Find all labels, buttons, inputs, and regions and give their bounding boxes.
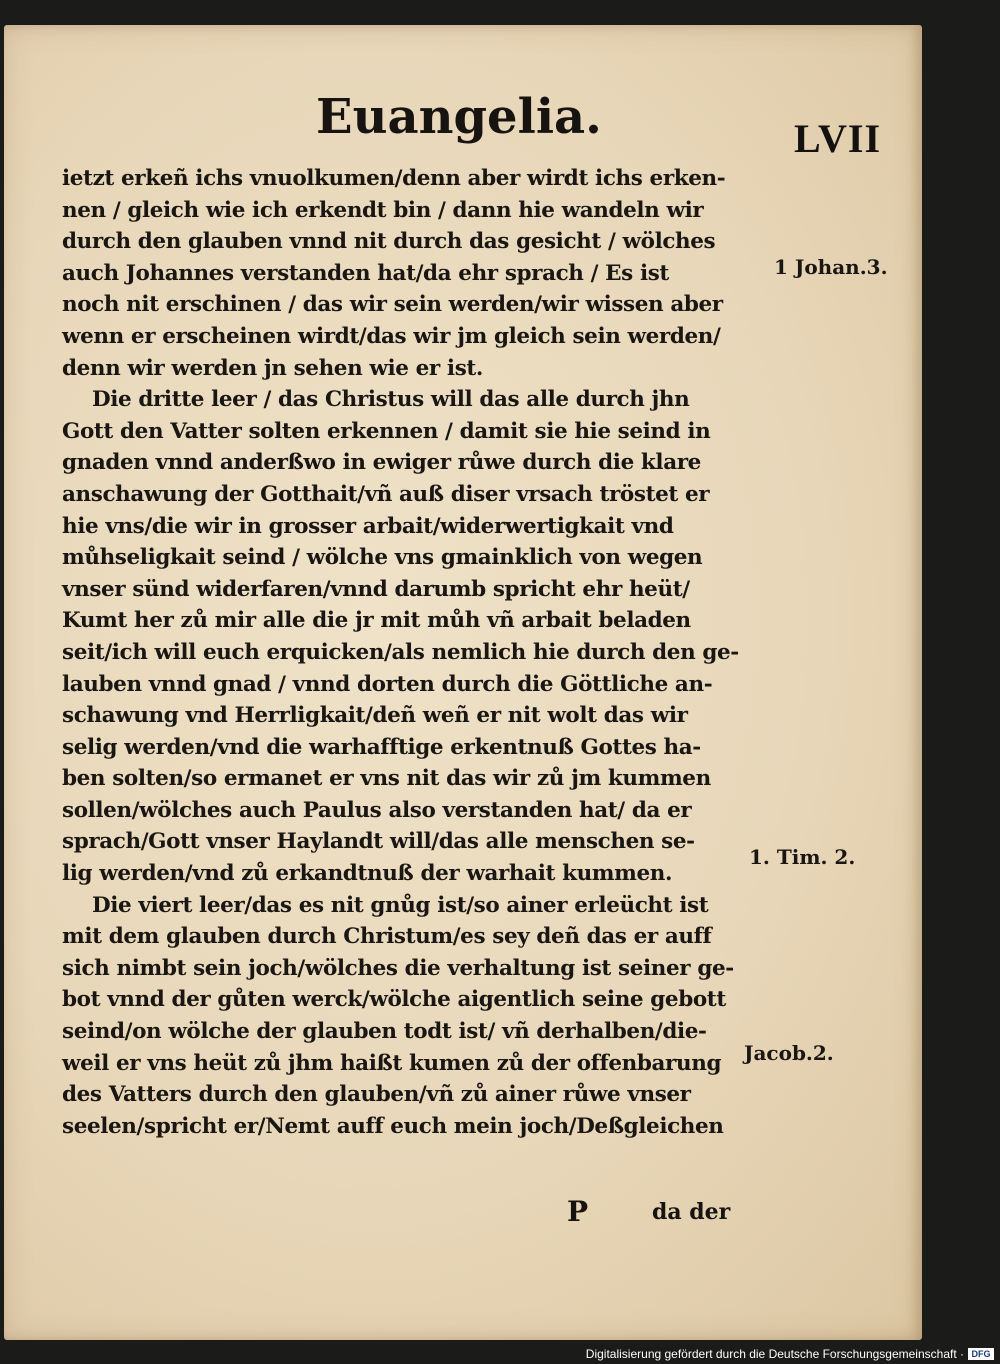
dfg-logo: DFG [968, 1348, 994, 1360]
text-line: Die dritte leer / das Christus will das alle durch jhn [92, 387, 690, 413]
paragraph-1 [62, 163, 774, 384]
text-line: weil er vns heüt zů jhm haißt kumen zů der offenbarung [62, 1050, 722, 1076]
margin-note-tim: 1. Tim. 2. [749, 845, 856, 869]
book-page [4, 25, 922, 1340]
text-line: wenn er erscheinen wirdt/das wir jm gleich sein werden/ [62, 323, 721, 349]
page-header [4, 25, 922, 161]
text-line: durch den glauben vnnd nit durch das gesicht / wölches [62, 229, 716, 255]
text-line: můhseligkait seind / wölche vns gmainklich von wegen [62, 545, 703, 571]
text-line: hie vns/die wir in grosser arbait/widerwertigkait vnd [62, 513, 674, 539]
text-line: sich nimbt sein joch/wölches die verhaltung ist seiner ge- [62, 955, 734, 981]
text-line: Die viert leer/das es nit gnůg ist/so ainer erleücht ist [92, 892, 709, 918]
funding-notice: Digitalisierung gefördert durch die Deutsche Forschungsgemeinschaft · [585, 1347, 964, 1361]
text-line: bot vnnd der gůten werck/wölche aigentlich seine gebott [62, 987, 726, 1013]
signature-mark: P [567, 1195, 589, 1228]
text-line: Kumt her zů mir alle die jr mit můh vñ arbait beladen [62, 608, 691, 634]
paragraph-3 [62, 890, 774, 1143]
text-line: Gott den Vatter solten erkennen / damit sie hie seind in [62, 418, 711, 444]
text-line: seind/on wölche der glauben todt ist/ vñ derhalben/die- [62, 1019, 707, 1045]
catchword: da der [652, 1199, 731, 1225]
text-line: sollen/wölches auch Paulus also verstanden hat/ da er [62, 797, 692, 823]
text-line: ben solten/so ermanet er vns nit das wir zů jm kummen [62, 766, 711, 792]
running-title: Euangelia. [316, 89, 602, 145]
text-line: ietzt erkeñ ichs vnuolkumen/denn aber wirdt ichs erken- [62, 166, 726, 191]
catchwords-line [62, 1195, 774, 1235]
text-line: noch nit erschinen / das wir sein werden/wir wissen aber [62, 292, 723, 318]
main-text-block [62, 163, 774, 1142]
text-line: gnaden vnnd anderßwo in ewiger růwe durch die klare [62, 450, 701, 476]
text-line: sprach/Gott vnser Haylandt will/das alle menschen se- [62, 829, 695, 855]
text-line: vnser sünd widerfaren/vnnd darumb spricht ehr heüt/ [62, 576, 690, 602]
text-line: seit/ich will euch erquicken/als nemlich hie durch den ge- [62, 639, 739, 665]
text-line: mit dem glauben durch Christum/es sey deñ das er auff [62, 924, 712, 950]
text-line: seelen/spricht er/Nemt auff euch mein joch/Deßgleichen [62, 1113, 724, 1139]
text-line: selig werden/vnd die warhafftige erkentnuß Gottes ha- [62, 734, 701, 760]
text-line: schawung vnd Herrligkait/deñ weñ er nit wolt das wir [62, 703, 688, 729]
text-line: des Vatters durch den glauben/vñ zů ainer růwe vnser [62, 1082, 691, 1108]
folio-number: LVII [794, 116, 882, 161]
text-line: lig werden/vnd zů erkandtnuß der warhait kummen. [62, 861, 673, 887]
footer-bar [0, 1344, 1000, 1364]
margin-note-jacob: Jacob.2. [744, 1041, 834, 1065]
margin-note-johan: 1 Johan.3. [774, 255, 888, 279]
text-line: lauben vnnd gnad / vnnd dorten durch die Göttliche an- [62, 671, 713, 697]
text-line: auch Johannes verstanden hat/da ehr sprach / Es ist [62, 260, 669, 286]
text-line: denn wir werden jn sehen wie er ist. [62, 355, 484, 381]
text-line: nen / gleich wie ich erkendt bin / dann hie wandeln wir [62, 197, 704, 223]
text-line: anschawung der Gotthait/vñ auß diser vrsach tröstet er [62, 481, 710, 507]
paragraph-2 [62, 384, 774, 890]
